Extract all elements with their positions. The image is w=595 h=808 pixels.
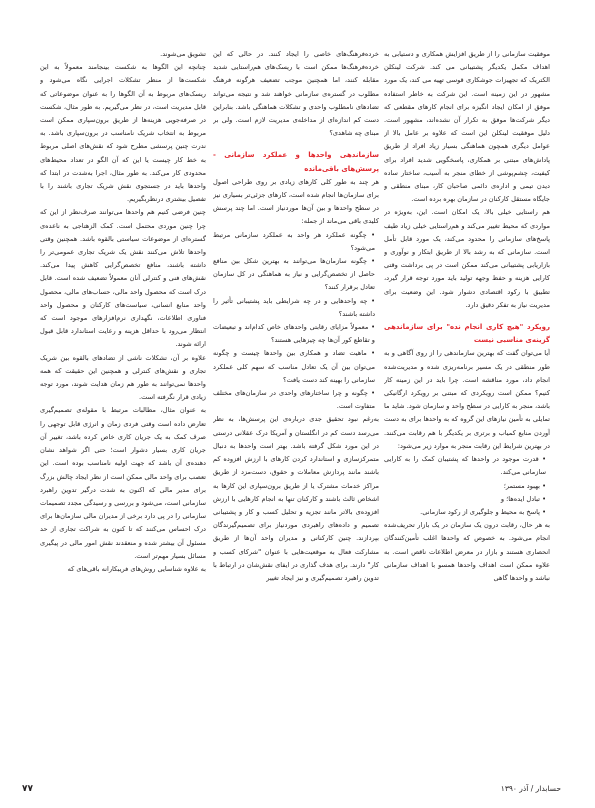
column-right <box>384 48 550 763</box>
paragraph: چنانچه این الگوها به شکست بینجامند معمولاً به این شکست‌ها از منظر تشکلات اجرایی نگاه می‌شود و ریسک‌های مربوط به آن الگوها را به عنوان موضوعاتی که قابل مدیریت است، در نظر می‌گیریم. به طور مثال، شکست در صرفه‌جویی هزینه‌ها از طریق برون‌سپاری ممکن است مربوط به انتخاب شریک نامناسب در برون‌سپاری باشد. به ندرت چنین پرسشی مطرح شود که نقش‌های اصلی مربوط به خط کار چیست یا این که آن الگو در تعداد محیط‌های محدودی کار می‌کند. به طور مثال، اجرا به‌شدت در ابتدا که واحدها باید در جستجوی نقش شریک تجاری باشند را با تفصیل بیشتری درنظربگیریم. <box>40 63 206 204</box>
bullet-item: • چگونه سازمان‌ها می‌توانند به بهترین شکل بین منافع حاصل از تخصص‌گرایی و نیاز به هماهنگی در کل سازمان تعادل برقرار کنند؟ <box>213 257 375 292</box>
paragraph: موفقیت سازمانی را از طریق افزایش همکاری و دستیابی به اهداف مکمل یکدیگر پشتیبانی می کند. شرکت لینکلن الکتریک که تجهیزات جوشکاری قوسی تهیه می کند، یک مورد مشهور در این زمینه است. این شرکت به خاطر استفاده موفق از امکان ایجاد انگیزه برای انجام کارهای مقطعی که دیگر شرکت‌ها موفق به تکرار آن نشده‌اند، مشهور است. دلیل موفقیت لینکلن این است که علاوه بر عامل بالا از عوامل دیگری همچون هماهنگی بسیار زیاد افراد از طریق پاداش‌های مبتنی بر همکاری، پاسخگویی شدید افراد برای کیفیت، چشم‌پوشی از خطای منجر به آسیب، ساختار ساده دیدن تیمی و اداره‌ی دائمی صاحبان کار، مبنای منطقی و جایگاه مستقل کارکنان در سازمان بهره برده است. <box>384 50 550 204</box>
paragraph: به عنوان مثال، مطالبات مرتبط با مقوله‌ی تصمیم‌گیری تعارض داده است وقتی فردی زمان و انرژی قابل توجهی را صرف کمک به یک جریان کاری خاص کرده باشد، تغییر آن جریان کاری بسیار دشوار است؛ حتی اگر شواهد نشان دهنده‌ی آن باشد که جهت اولیه نامناسب بوده است. این تعصب برای واحد مالی ممکن است از نظر ایجاد چالش بزرگ برای مدیر مالی که اکنون به شدت درگیر تدوین راهبرد سازمانی است، می‌شود و بررسی و رسیدگی مجدد تصمیمات سازمانی را در پی دارد برخی از مدیران مالی سازمان‌ها برای درک احساس می‌کنند که تا کنون به شراکت تجاری از حد مسئول آن بیشتر شده و منعقدند نقش امور مالی در پیگیری مسائل بسیار مهم‌تر است. <box>40 406 206 560</box>
bullet-item: • معمولاً مزایای رقابتی واحدهای خاص کدام‌اند و تبعیضات و تقاطع کور آن‌ها چه چیزهایی هستند؟ <box>213 323 375 345</box>
bullet-item: • پاسخ به محیط و جلوگیری از رکود سازمانی. <box>420 507 546 516</box>
bullet-item: • چه واحدهایی و در چه شرایطی باید پشتیبانی تأثیر را داشته باشند؟ <box>213 296 375 318</box>
section-heading: رویکرد "هیچ کاری انجام نده" برای سازماندهی گزینه‌ی مناسبی نیست <box>384 323 550 345</box>
section-heading: سازماندهی واحدها و عملکرد سازمانی - پرسش‌های باقی‌مانده <box>213 151 379 173</box>
paragraph: به علاوه شناسایی روش‌های فریبکارانه باقی‌های که <box>67 564 206 573</box>
paragraph: هر چند به طور کلی کارهای زیادی بر روی طراحی اصول برای سازمان‌ها انجام شده است، کارهای جزئی‌تر بسیاری نیز در سطح واحدها و بین آن‌ها موردنیاز است. اما چند پرسش کلیدی باقی می‌ماند از جمله: <box>213 177 379 226</box>
bullet-item: • چگونه و چرا ساختارهای واحدی در سازمان‌های مختلف متفاوت است. <box>213 389 375 411</box>
paragraph: علاوه بر آن، تشکلات ناشی از تضادهای بالقوه بین شریک تجاری و نقش‌های کنترلی و همچنین این حقیقت که همه واحدها نمی‌توانند به طور هم زمان هدایت شوند، مورد توجه زیادی قرار نگرفته است. <box>40 353 206 402</box>
paragraph: آیا می‌توان گفت که بهترین سازماندهی را از روی آگاهی و به طور منطقی در یک مسیر برنامه‌ریزی شده و مدیریت‌شده انجام داد، مورد مناقشه است. چرا باید در این زمینه کار کنیم؟ ممکن است رویکردی که مبتنی بر رویکرد ارگانیکی باشد، منجر به کارایی در سطح واحد و سازمان شود. شاید ما تمایلی به تأمین نیازهای این گروه که به واحدها برای به دست آوردن منابع کمیاب و برتری بر یکدیگر با هم رقابت می‌کنند. در بهترین شرایط این رقابت منجر به موارد زیر می‌شود: <box>384 349 550 450</box>
page-footer <box>0 784 595 798</box>
bullet-item: • قدرت موجود در واحدها که پشتیبان کمک را به کارایی سازمانی می‌کند. <box>384 455 546 477</box>
bullet-item: • بهبود مستمر؛ <box>503 481 546 490</box>
column-left <box>40 48 206 763</box>
paragraph: به‌رغم نبود تحقیق جدی درباره‌ی این پرسش‌ها، به نظر می‌رسد دست کم در انگلستان و آمریکا درک عقلانی درستی در این مورد شکل گرفته باشد. بهتر است واحدها به دنبال متمرکزسازی و استاندارد کردن کارهای با ارزش افزوده کم باشند مانند پردازش معاملات و حقوق، دست‌مزد از طریق مراکز خدمات مشترک یا از طریق برون‌سپاری این کارها به اشخاص ثالث باشند و کارکنان تنها به انجام کارهایی با ارزش افزوده‌ی بالاتر مانند تجزیه و تحلیل کسب و کار و پشتیبانی تصمیم و داده‌های راهبردی موردنیاز برای تصمیم‌گیرندگان بپردازند. چنین کارکنانی و مدیران واحد آن‌ها از طریق مشارکت فعال به موقعیت‌هایی با عنوان "شرکای کسب و کار" دارند. برای هدف گذاری در ایفای نقش‌شان در ارتباط با تدوین راهبرد تصمیم‌گیری و نیز ایجاد تغییر <box>213 415 379 582</box>
bullet-item: • ماهیت تضاد و همکاری بین واحدها چیست و چگونه می‌توان بین آن یک تعادل مناسب که سهم کلی عملکرد سازمانی را بهینه کند دست یافت؟ <box>213 349 375 384</box>
bullet-item: • تبادل ایده‌ها؛ و <box>500 494 546 503</box>
paragraph: به هر حال، رقابت درون یک سازمان در یک بازار تحریف‌شده انجام می‌شود. به خصوص که واحدها اغلب تأمین‌کنندگان انحصاری هستند و بازار در معرض اطلاعات ناقص است. به علاوه ممکن است اهداف واحدها همسو با اهداف سازمانی نباشد و واحدها گاهی <box>384 521 550 582</box>
column-middle <box>213 48 379 763</box>
page-number: ۷۷ <box>22 784 33 794</box>
paragraph: خرده‌فرهنگ‌های خاصی را ایجاد کنند. در حالی که این خرده‌فرهنگ‌ها ممکن است با ریسک‌های هم‌راستایی شدید مقابله کنند، اما همچنین موجب تضعیف هرگونه فرهنگ مطلوب در گستره‌ی سازمانی خواهند شد و نتیجه می‌تواند تضادهای نامطلوب واحدی و تشکلات هماهنگی باشد. بنابراین دست کم اندازه‌ای از مداخله‌ی مدیریت لازم است. ولی بر مبنای چه شاهدی؟ <box>213 50 379 138</box>
paragraph: چنین فرضی کنیم هم واحدها می‌توانند صرف‌نظر از این که چرا چنین موردی محتمل است. کمک الزهتاجی به ناعده‌ی گستره‌ای از موضوعات سیاستی بالقوه باشد. همچنین وقتی واحدها تلاش می‌کنند نقش یک شریک تجاری عمومی‌تر را داشته باشند، منافع تخصص‌گرایی کاهش پیدا می‌کند. نقش‌های فنی و کنترلی آنان معمولاً تضعیف شده است. قابل درک است که محصول واحد مالی، حساب‌های مالی، محصول واحد منابع انسانی، سیاست‌های کارکنان و محصول واحد فناوری اطلاعات، نگهداری نرم‌افزارهای موجود است که انتظار می‌رود با حداقل هزینه و رعایت استاندارد قابل قبول ارائه شوند. <box>40 208 206 349</box>
paragraph: تشویق می‌شوند. <box>160 50 206 58</box>
magazine-issue: حسابدار / آذر ۱۳۹۰ <box>500 784 561 793</box>
bullet-item: • چگونه عملکرد هر واحد به عملکرد سازمانی مرتبط می‌شود؟ <box>213 230 375 252</box>
paragraph: هم راستایی خیلی بالا، یک امکان است. این، به‌ویژه در مواردی که محیط تغییر می‌کند و هم‌راستایی خیلی زیاد طیف پاسخ‌های سازمانی را محدود می‌کند، یک مورد قابل تأمل است. سازمانی که به رشد بالا از طریق ابتکار و نوآوری و بازاریابی پشتیبانی می‌کند ممکن است در پی برداشت وقتی کارایی هزینه و حفظ وجهه تولید باید مورد توجه قرار گیرد، تطبیق با رکود اقتصادی دشوار شود. این وضعیت برای مدیریت نیاز به تفکر دقیق دارد. <box>384 208 550 309</box>
